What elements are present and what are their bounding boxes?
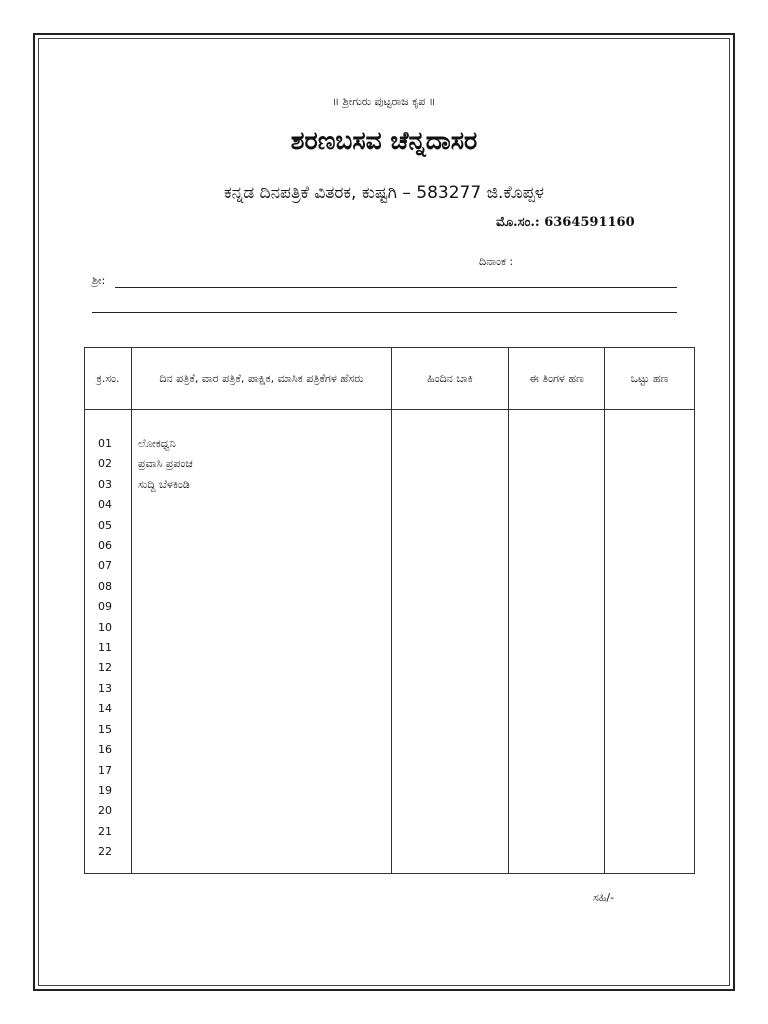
publication-name-column [132, 410, 392, 874]
total-column [605, 410, 695, 874]
publication-name: ಸುದ್ದಿ ಬೆಳಕಿಂಡಿ [138, 477, 190, 491]
serial-no: 03 [98, 477, 112, 491]
header-this-month: ಈ ತಿಂಗಳ ಹಣ [509, 348, 605, 410]
serial-column [85, 410, 132, 874]
serial-no: 16 [98, 743, 112, 757]
serial-no: 15 [98, 722, 112, 736]
serial-no: 05 [98, 518, 112, 532]
serial-list [85, 410, 131, 863]
blessing-line: ॥ ಶ್ರೀಗುರು ಪುಟ್ಟರಾಜ ಕೃಪ ॥ [332, 95, 436, 108]
serial-no: 17 [98, 763, 112, 777]
recipient-label: ಶ್ರೀ: [92, 274, 106, 287]
serial-no: 14 [98, 702, 112, 716]
shop-name: ಶರಣಬಸವ ಚೆನ್ನದಾಸರ [290, 126, 478, 155]
publication-name: ಪ್ರವಾಸಿ ಪ್ರಪಂಚ [138, 457, 193, 471]
this-month-column [509, 410, 605, 874]
header-serial-no: ಕ್ರ.ಸಂ. [85, 348, 132, 410]
serial-no: 01 [98, 437, 112, 450]
serial-no: 10 [98, 620, 112, 634]
serial-no: 12 [98, 661, 112, 675]
header-publication-name: ದಿನ ಪತ್ರಿಕೆ, ವಾರ ಪತ್ರಿಕೆ, ಪಾಕ್ಷಿಕ, ಮಾಸಿಕ ಪತ್ರಿಕೆಗಳ ಹೆಸರು [132, 348, 392, 410]
signature-label: ಸಹಿ/- [593, 891, 615, 904]
serial-no: 07 [98, 559, 112, 573]
serial-no: 19 [98, 783, 112, 797]
serial-no: 20 [98, 804, 112, 818]
date-label: ದಿನಾಂಕ : [479, 255, 514, 268]
serial-no: 22 [98, 845, 112, 859]
serial-no: 11 [98, 641, 112, 655]
address-line [92, 312, 677, 313]
serial-no: 13 [98, 681, 112, 695]
serial-no: 04 [98, 498, 112, 512]
serial-no: 06 [98, 539, 112, 553]
serial-no: 08 [98, 579, 112, 593]
publication-name: ಲೋಕಧ್ವನಿ [138, 437, 176, 450]
phone-number: ಮೊ.ಸಂ.: 6364591160 [496, 215, 635, 230]
serial-no: 02 [98, 457, 112, 471]
table-header-row [85, 348, 695, 410]
serial-no: 21 [98, 824, 112, 838]
table-body-row [85, 410, 695, 874]
newspaper-ledger-table [84, 347, 695, 874]
header-total: ಒಟ್ಟು ಹಣ [605, 348, 695, 410]
serial-no: 09 [98, 600, 112, 614]
publication-list [132, 410, 391, 495]
previous-due-column [392, 410, 509, 874]
recipient-line [115, 287, 677, 288]
business-subtitle: ಕನ್ನಡ ದಿನಪತ್ರಿಕೆ ವಿತರಕ, ಕುಷ್ಟಗಿ – 583277 ಜಿ.ಕೊಪ್ಪಳ [223, 183, 545, 203]
header-previous-due: ಹಿಂದಿನ ಬಾಕಿ [392, 348, 509, 410]
